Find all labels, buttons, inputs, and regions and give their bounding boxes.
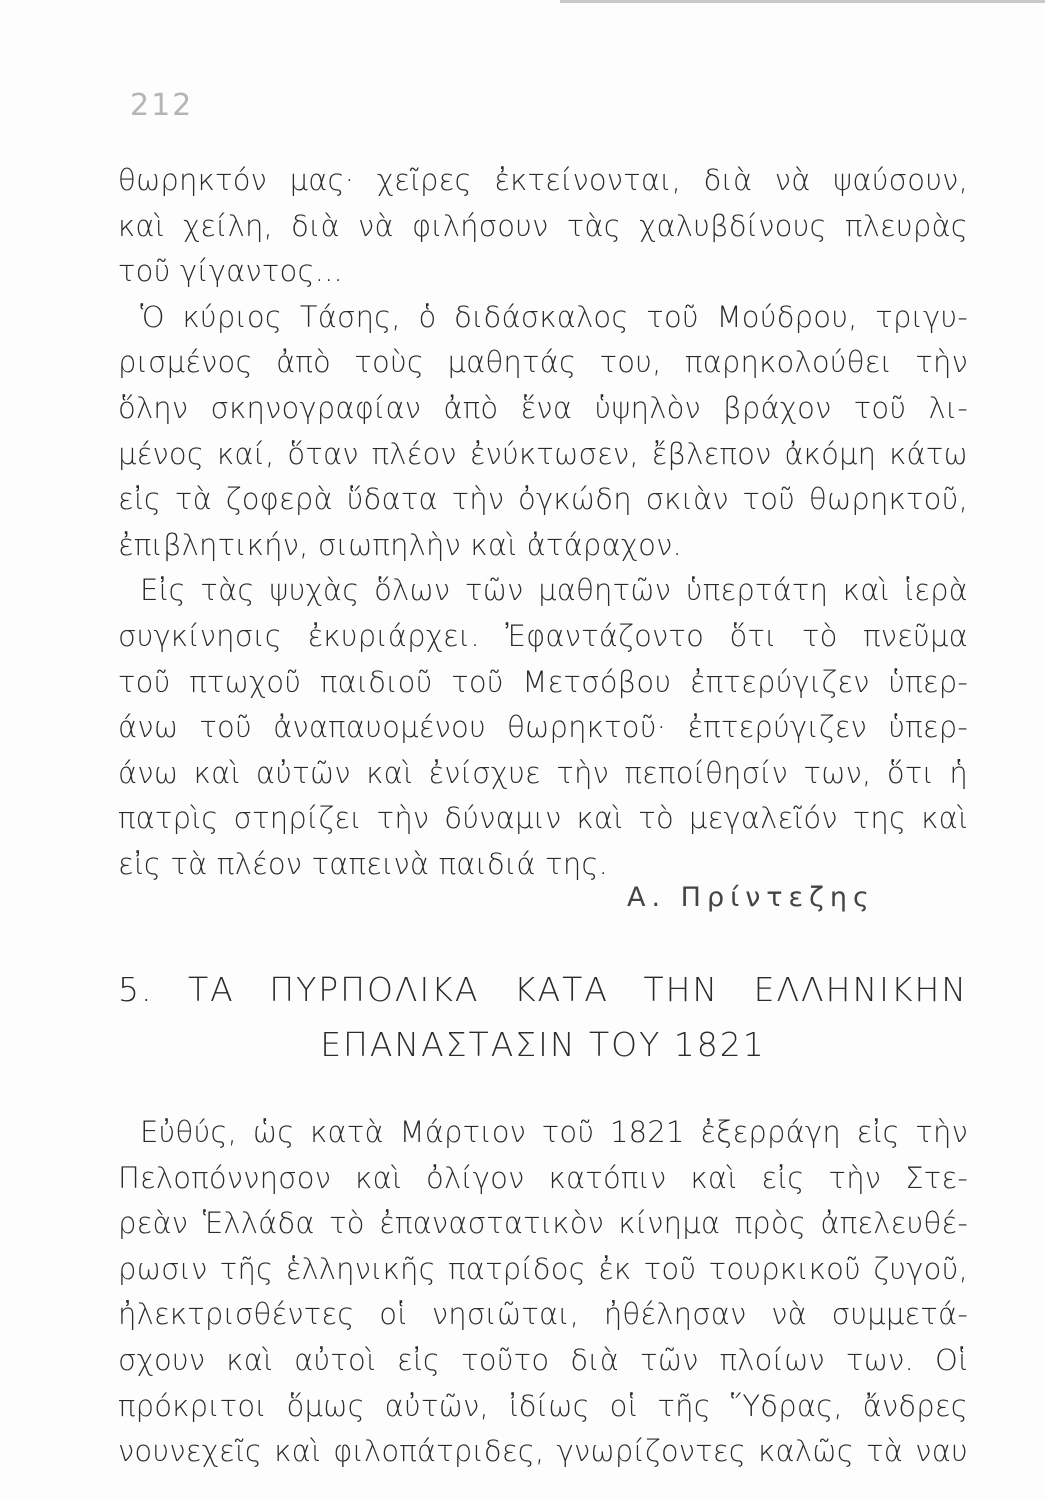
text-line: ρωσιν τῆς ἑλληνικῆς πατρίδος ἐκ τοῦ τουρκικοῦ ζυγοῦ,	[118, 1251, 968, 1286]
text-line: ὅλην σκηνογραφίαν ἀπὸ ἕνα ὑψηλὸν βράχον τοῦ λι-	[118, 390, 968, 425]
text-line: τοῦ πτωχοῦ παιδιοῦ τοῦ Μετσόβου ἐπτερύγιζεν ὑπερ-	[118, 664, 968, 699]
page-edge-line	[560, 0, 1045, 3]
chapter-title-word: ΤΑ	[188, 970, 235, 1009]
text-line: ἠλεκτρισθέντες οἱ νησιῶται, ἠθέλησαν νὰ συμμετά-	[118, 1297, 968, 1332]
chapter-title	[118, 970, 968, 1064]
text-line: μένος καί, ὅταν πλέον ἐνύκτωσεν, ἔβλεπον ἀκόμη κάτω	[118, 436, 968, 471]
text-line: συγκίνησις ἐκυριάρχει. Ἐφαντάζοντο ὅτι τὸ πνεῦμα	[118, 618, 968, 653]
text-line: Ὁ κύριος Τάσης, ὁ διδάσκαλος τοῦ Μούδρου, τριγυ-	[140, 299, 968, 334]
text-block-top	[118, 158, 968, 888]
page-number: 212	[130, 88, 194, 123]
text-line: εἰς τὰ ζοφερὰ ὕδατα τὴν ὀγκώδη σκιὰν τοῦ θωρηκτοῦ,	[118, 482, 968, 517]
text-line: εἰς τὰ πλέον ταπεινὰ παιδιά της.	[118, 846, 609, 881]
chapter-title-word: ΚΑΤΑ	[513, 970, 609, 1009]
chapter-title-line-1	[118, 970, 968, 1009]
text-line: Εὐθύς, ὡς κατὰ Μάρτιον τοῦ 1821 ἐξερράγη εἰς τὴν	[140, 1115, 968, 1149]
text-line: νουνεχεῖς καὶ φιλοπάτριδες, γνωρίζοντες καλῶς τὰ ναυ	[118, 1434, 968, 1469]
chapter-number: 5.	[118, 970, 154, 1009]
text-line: τοῦ γίγαντος...	[118, 254, 343, 289]
text-line: άνω τοῦ ἀναπαυομένου θωρηκτοῦ· ἐπτερύγιζεν ὑπερ-	[118, 710, 968, 745]
text-line: ρισμένος ἀπὸ τοὺς μαθητάς του, παρηκολούθει τὴν	[118, 345, 968, 380]
chapter-title-word: ΕΛΛΗΝΙΚΗΝ	[753, 970, 968, 1009]
text-line: ἐπιβλητικήν, σιωπηλὴν καὶ ἀτάραχον.	[118, 527, 682, 562]
text-block-bottom	[118, 1110, 968, 1475]
text-line: ρεὰν Ἑλλάδα τὸ ἐπαναστατικὸν κίνημα πρὸς ἀπελευθέ-	[118, 1206, 968, 1241]
text-line: σχουν καὶ αὐτοὶ εἰς τοῦτο διὰ τῶν πλοίων των. Οἱ	[118, 1342, 968, 1377]
author-signature: Α. Πρίντεζης	[627, 882, 875, 913]
text-line: πρόκριτοι ὅμως αὐτῶν, ἰδίως οἱ τῆς Ὕδρας, ἄνδρες	[118, 1388, 968, 1423]
chapter-title-word: ΠΥΡΠΟΛΙΚΑ	[269, 970, 480, 1009]
text-line: άνω καὶ αὐτῶν καὶ ἐνίσχυε τὴν πεποίθησίν των, ὅτι ἡ	[118, 755, 968, 790]
text-line: πατρὶς στηρίζει τὴν δύναμιν καὶ τὸ μεγαλεῖόν της καὶ	[118, 801, 968, 836]
chapter-title-line-2: ΕΠΑΝΑΣΤΑΣΙΝ ΤΟΥ 1821	[320, 1025, 766, 1064]
text-line: θωρηκτόν μας· χεῖρες ἐκτείνονται, διὰ νὰ ψαύσουν,	[118, 163, 968, 197]
text-line: Πελοπόννησον καὶ ὀλίγον κατόπιν καὶ εἰς τὴν Στε-	[118, 1160, 968, 1195]
text-line: Εἰς τὰς ψυχὰς ὅλων τῶν μαθητῶν ὑπερτάτη καὶ ἱερὰ	[140, 573, 968, 608]
text-line: καὶ χείλη, διὰ νὰ φιλήσουν τὰς χαλυβδίνους πλευρὰς	[118, 208, 968, 243]
chapter-title-word: ΤΗΝ	[643, 970, 720, 1009]
